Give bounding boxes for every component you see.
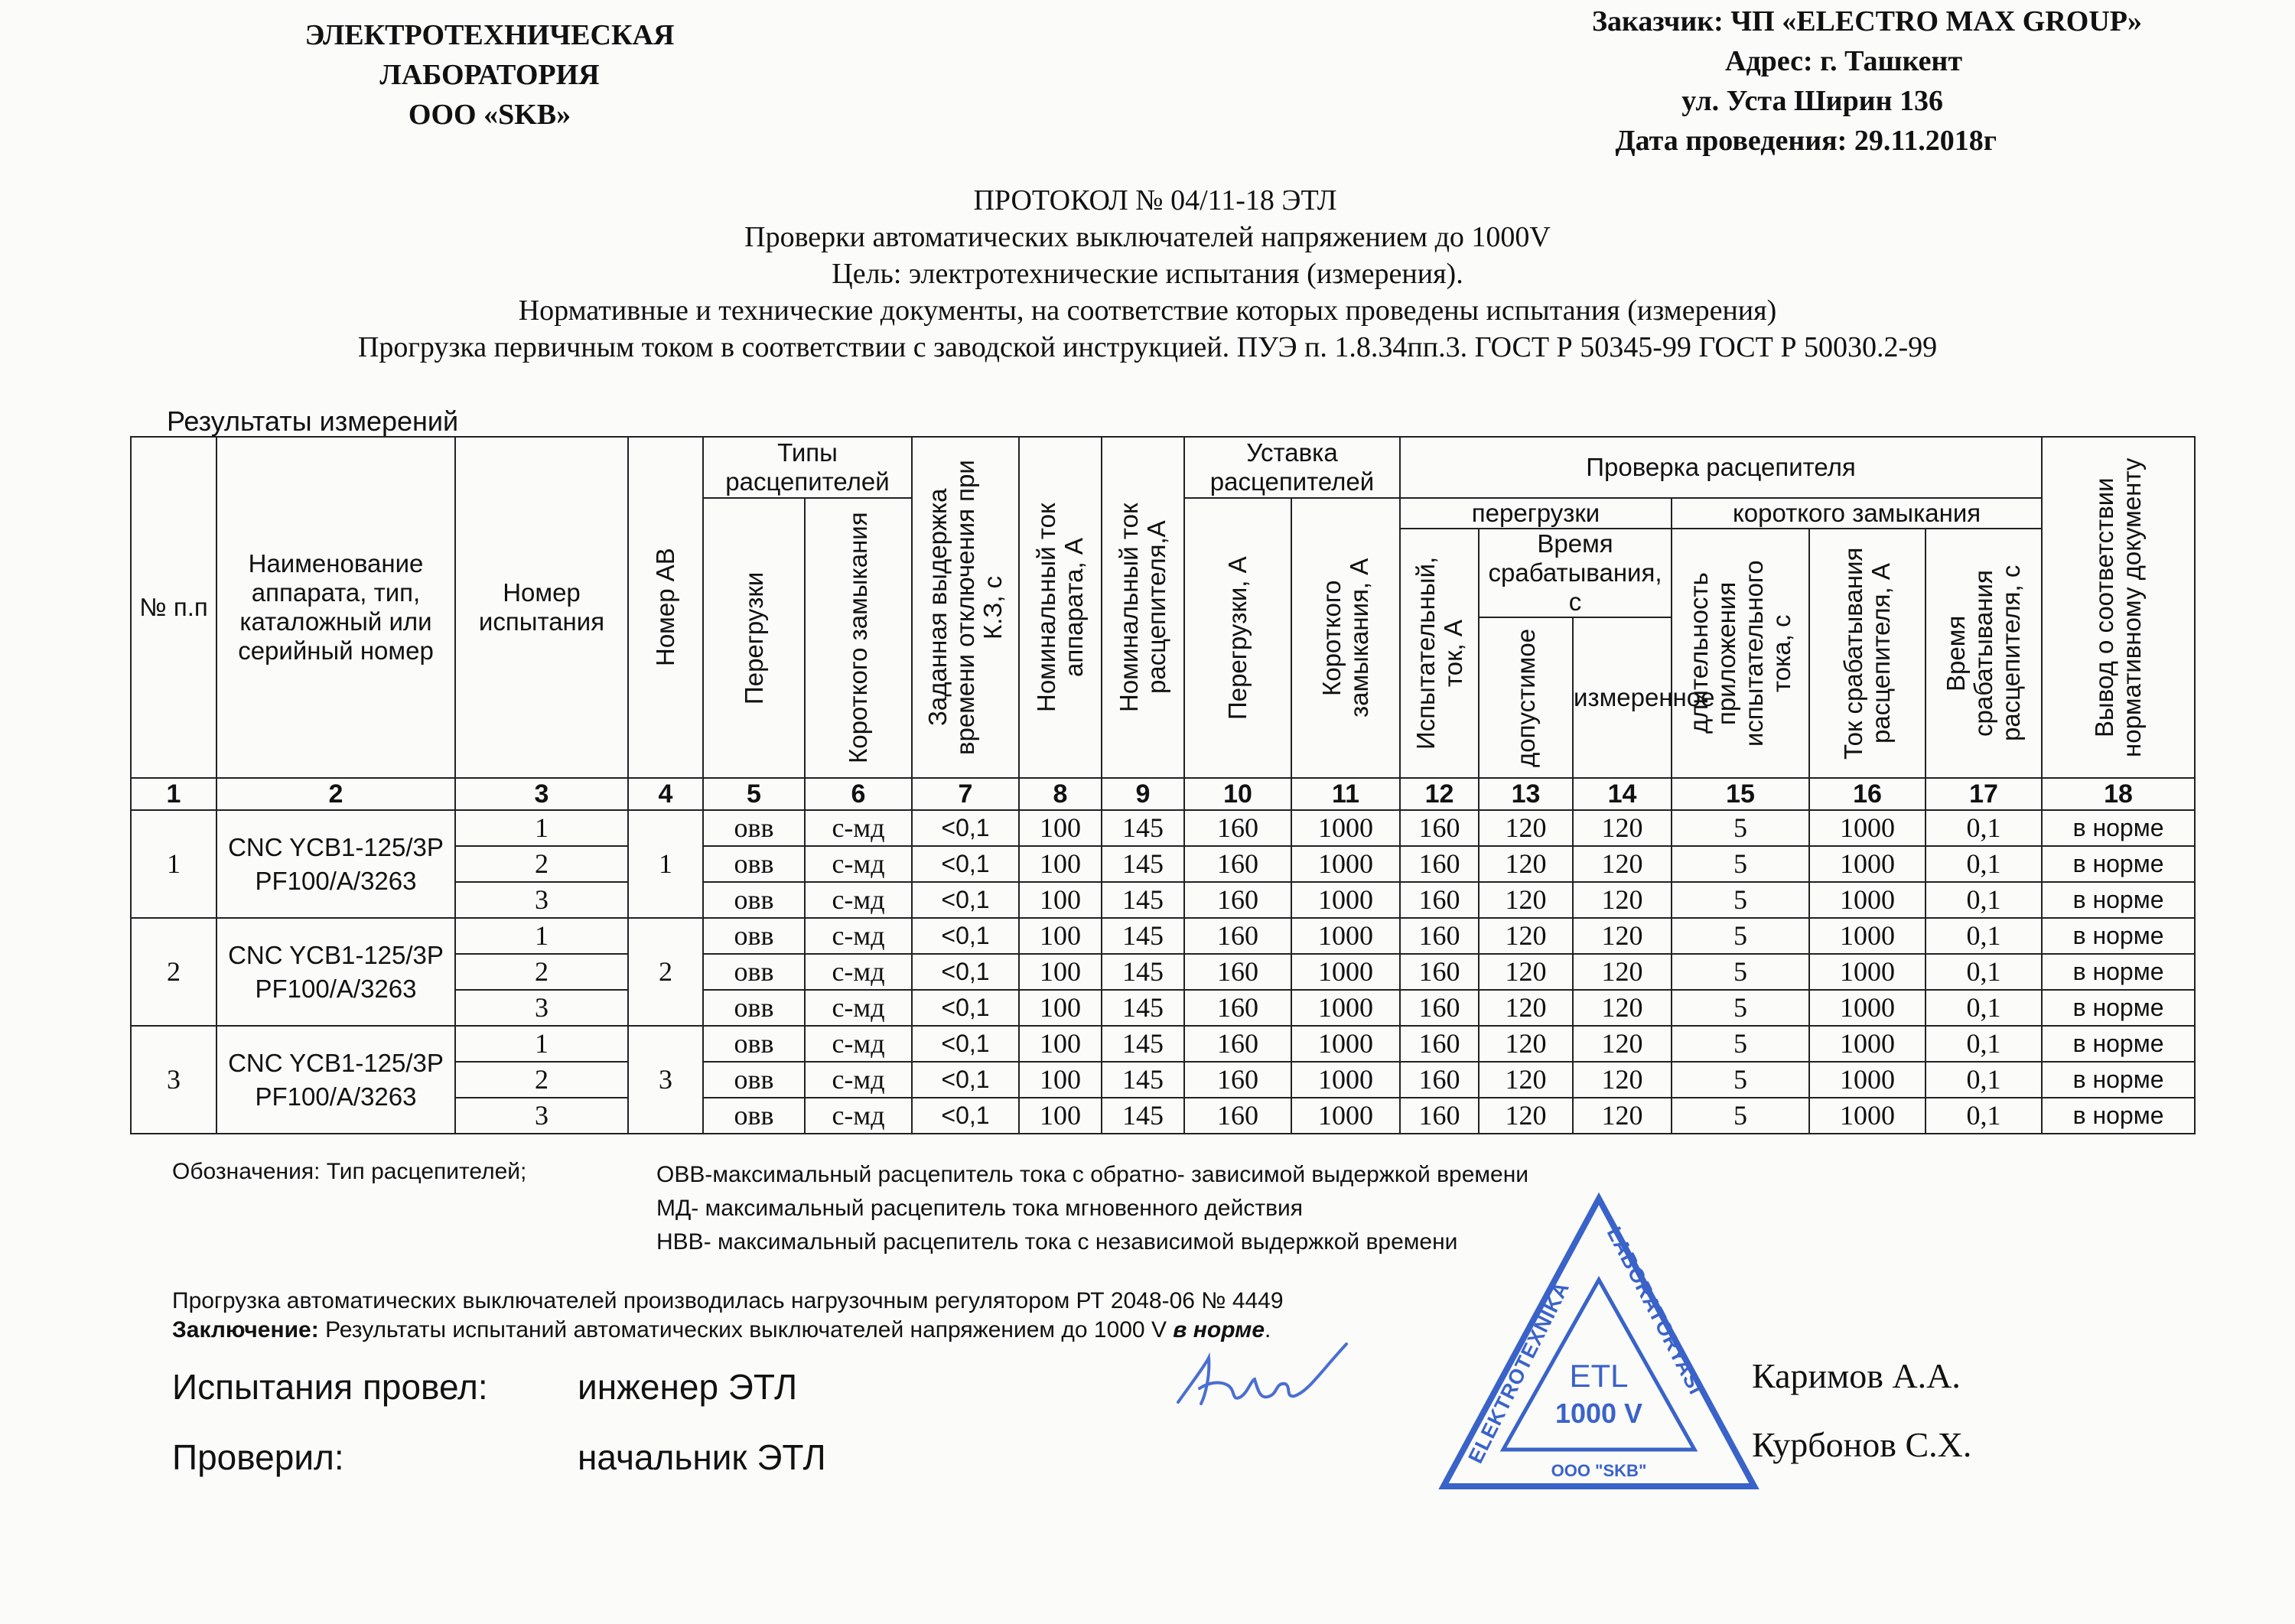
customer-name: Заказчик: ЧП «ELECTRO MAX GROUP»	[1592, 5, 2142, 37]
table-cell: 0,1	[1926, 990, 2042, 1026]
table-cell: 0,1	[1926, 1026, 2042, 1062]
table-cell: в норме	[2042, 954, 2195, 990]
table-cell: 145	[1102, 846, 1184, 882]
col-number: 1	[131, 778, 216, 810]
conclusion-verdict: в норме	[1173, 1317, 1265, 1342]
row-number: 3	[131, 1026, 216, 1134]
table-cell: <0,1	[912, 918, 1019, 954]
table-cell: 145	[1102, 954, 1184, 990]
table-cell: с-мд	[805, 1098, 912, 1134]
table-cell: 1000	[1809, 990, 1926, 1026]
checked-by-name: Курбонов С.Х.	[1752, 1425, 1972, 1464]
table-cell: овв	[703, 846, 805, 882]
table-cell: 160	[1184, 1026, 1291, 1062]
header-check-short: короткого замыкания	[1672, 498, 2042, 529]
table-cell: 1000	[1291, 1098, 1400, 1134]
col-number: 12	[1400, 778, 1479, 810]
protocol-standards: Прогрузка первичным током в соответствии с заводской инструкцией. ПУЭ п. 1.8.34пп.3. ГОСТ Р 50345-99 ГОСТ Р 50030.2-99	[357, 331, 1938, 363]
load-note-block	[172, 1287, 1284, 1345]
protocol-docs: Нормативные и технические документы, на соответствие которых проведены испытания (измерения)	[518, 295, 1777, 327]
table-cell: 160	[1400, 1098, 1479, 1134]
table-row	[131, 918, 2195, 954]
table-cell: с-мд	[805, 882, 912, 918]
breaker-number: 3	[628, 1026, 703, 1134]
measurements-table	[130, 436, 2196, 1134]
col-number: 3	[455, 778, 628, 810]
header-setting-overload	[1184, 498, 1291, 778]
table-cell: в норме	[2042, 918, 2195, 954]
conclusion	[172, 1316, 1284, 1345]
customer-address: Адрес: г. Ташкент	[1725, 45, 1962, 77]
table-cell: овв	[703, 882, 805, 918]
header-nom-rel	[1102, 437, 1184, 778]
table-cell: 120	[1573, 882, 1672, 918]
col-number: 13	[1479, 778, 1573, 810]
table-cell: 145	[1102, 882, 1184, 918]
col-number: 4	[628, 778, 703, 810]
legend-item-ovv: ОВВ-максимальный расцепитель тока с обратно- зависимой выдержкой времени	[656, 1162, 1529, 1187]
protocol-subtitle: Проверки автоматических выключателей напряжением до 1000V	[744, 221, 1551, 253]
table-cell: 120	[1479, 1026, 1573, 1062]
table-cell: 145	[1102, 1062, 1184, 1098]
header-ab-no	[628, 437, 703, 778]
header-check-overload: перегрузки	[1400, 498, 1672, 529]
table-cell: 120	[1573, 1098, 1672, 1134]
table-cell: <0,1	[912, 954, 1019, 990]
table-cell: 100	[1019, 1098, 1102, 1134]
legend-item-nvv: НВВ- максимальный расцепитель тока с независимой выдержкой времени	[656, 1229, 1458, 1255]
header-test-current-text: Испытательный, ток, А	[1411, 556, 1467, 750]
table-cell: <0,1	[912, 846, 1019, 882]
table-cell: овв	[703, 918, 805, 954]
table-cell: с-мд	[805, 990, 912, 1026]
col-number: 17	[1926, 778, 2042, 810]
lab-header	[260, 15, 719, 135]
header-setting-overload-text: Перегрузки, А	[1223, 556, 1252, 720]
load-note: Прогрузка автоматических выключателей производилась нагрузочным регулятором РТ 2048-06 № 4449	[172, 1288, 1284, 1313]
table-cell: 1000	[1291, 882, 1400, 918]
header-types-overload-text: Перегрузки	[739, 571, 768, 705]
protocol-title-block	[0, 182, 2295, 366]
lab-line-2: ЛАБОРАТОРИЯ	[379, 59, 600, 91]
table-cell: 100	[1019, 810, 1102, 846]
table-cell: 1000	[1809, 846, 1926, 882]
header-trip-time-text: Время срабатывания расцепителя, с	[1942, 565, 2026, 742]
table-cell: 0,1	[1926, 846, 2042, 882]
checked-by-label: Проверил:	[172, 1437, 344, 1477]
header-trip-time	[1926, 529, 2042, 778]
header-test-no: Номер испытания	[455, 437, 628, 778]
lab-line-1: ЭЛЕКТРОТЕХНИЧЕСКАЯ	[304, 19, 675, 51]
table-cell: 120	[1479, 882, 1573, 918]
header-setting-short	[1291, 498, 1400, 778]
table-cell: 160	[1400, 882, 1479, 918]
table-cell: 120	[1573, 954, 1672, 990]
table-cell: овв	[703, 1062, 805, 1098]
table-cell: 1000	[1291, 1026, 1400, 1062]
table-cell: <0,1	[912, 1062, 1019, 1098]
test-number: 2	[455, 846, 628, 882]
table-cell: <0,1	[912, 1098, 1019, 1134]
header-types-short	[805, 498, 912, 778]
etl-stamp	[1434, 1190, 1763, 1495]
row-number: 2	[131, 918, 216, 1026]
table-cell: 120	[1479, 846, 1573, 882]
conclusion-end: .	[1265, 1317, 1271, 1342]
table-cell: 0,1	[1926, 1062, 2042, 1098]
table-cell: 120	[1573, 990, 1672, 1026]
stamp-text-right: LABORATORYASI	[1602, 1222, 1708, 1399]
table-cell: <0,1	[912, 810, 1019, 846]
checked-by-role: начальник ЭТЛ	[578, 1437, 826, 1477]
table-cell: 100	[1019, 954, 1102, 990]
table-cell: 160	[1400, 990, 1479, 1026]
table-cell: 100	[1019, 990, 1102, 1026]
table-cell: с-мд	[805, 918, 912, 954]
table-cell: 120	[1573, 1062, 1672, 1098]
header-allowed-text: допустимое	[1511, 628, 1540, 767]
table-cell: в норме	[2042, 1062, 2195, 1098]
test-number: 2	[455, 954, 628, 990]
test-number: 1	[455, 810, 628, 846]
table-cell: <0,1	[912, 990, 1019, 1026]
legend-item-md: МД- максимальный расцепитель тока мгновенного действия	[656, 1196, 1304, 1221]
test-number: 1	[455, 1026, 628, 1062]
tested-by-label: Испытания провел:	[172, 1367, 488, 1407]
table-cell: 100	[1019, 918, 1102, 954]
header-test-current	[1400, 529, 1479, 778]
table-cell: овв	[703, 1026, 805, 1062]
header-types-short-text: Короткого замыкания	[844, 512, 872, 764]
test-number: 2	[455, 1062, 628, 1098]
table-cell: <0,1	[912, 882, 1019, 918]
col-number: 5	[703, 778, 805, 810]
table-cell: 145	[1102, 1026, 1184, 1062]
header-duration	[1672, 529, 1809, 778]
table-cell: овв	[703, 954, 805, 990]
signature-scribble	[1163, 1335, 1354, 1419]
customer-header	[1454, 2, 2142, 161]
stamp-text-left: ELEKTROTEXNIKA	[1463, 1277, 1574, 1467]
table-cell: 145	[1102, 918, 1184, 954]
protocol-goal: Цель: электротехнические испытания (измерения).	[832, 258, 1463, 290]
test-date: Дата проведения: 29.11.2018г	[1615, 125, 1997, 157]
header-setting: Уставка расцепителей	[1184, 437, 1400, 498]
table-cell: 120	[1479, 990, 1573, 1026]
table-cell: 5	[1672, 990, 1809, 1026]
legend-items	[656, 1158, 1528, 1259]
table-cell: 1000	[1291, 954, 1400, 990]
table-cell: 1000	[1809, 882, 1926, 918]
header-check: Проверка расцепителя	[1400, 437, 2042, 498]
table-row	[131, 810, 2195, 846]
header-conclusion	[2042, 437, 2195, 778]
table-cell: 120	[1573, 918, 1672, 954]
table-cell: 1000	[1291, 990, 1400, 1026]
table-cell: 100	[1019, 1026, 1102, 1062]
col-number: 9	[1102, 778, 1184, 810]
row-number: 1	[131, 810, 216, 918]
stamp-etl: ETL	[1569, 1358, 1629, 1394]
table-cell: 160	[1400, 918, 1479, 954]
table-row	[131, 1026, 2195, 1062]
table-cell: 5	[1672, 846, 1809, 882]
col-number: 8	[1019, 778, 1102, 810]
table-cell: 120	[1573, 1026, 1672, 1062]
header-nom-dev-text: Номинальный ток аппарата, А	[1032, 503, 1088, 712]
header-trip-current-text: Ток срабатывания расцепителя, А	[1839, 547, 1896, 760]
col-number: 18	[2042, 778, 2195, 810]
table-cell: в норме	[2042, 1098, 2195, 1134]
table-cell: 5	[1672, 1098, 1809, 1134]
table-cell: 160	[1400, 846, 1479, 882]
table-cell: 5	[1672, 1062, 1809, 1098]
col-number: 6	[805, 778, 912, 810]
table-cell: 0,1	[1926, 882, 2042, 918]
table-cell: 1000	[1291, 846, 1400, 882]
table-cell: 120	[1573, 810, 1672, 846]
header-measured: измеренное	[1573, 617, 1672, 778]
table-cell: с-мд	[805, 810, 912, 846]
table-cell: 5	[1672, 810, 1809, 846]
header-conclusion-text: Вывод о соответствии нормативному документу	[2090, 457, 2147, 757]
table-cell: с-мд	[805, 954, 912, 990]
col-number: 15	[1672, 778, 1809, 810]
table-cell: 5	[1672, 882, 1809, 918]
table-cell: 160	[1184, 918, 1291, 954]
header-delay	[912, 437, 1019, 778]
table-cell: 1000	[1809, 1026, 1926, 1062]
col-number: 11	[1291, 778, 1400, 810]
header-name: Наименование аппарата, тип, каталожный или серийный номер	[216, 437, 455, 778]
table-cell: 1000	[1291, 810, 1400, 846]
col-number: 10	[1184, 778, 1291, 810]
header-setting-short-text: Короткого замыкания, А	[1317, 558, 1373, 718]
table-cell: овв	[703, 990, 805, 1026]
table-cell: 1000	[1809, 954, 1926, 990]
header-resp-time: Время срабатывания, с	[1479, 529, 1672, 617]
table-cell: с-мд	[805, 846, 912, 882]
table-cell: с-мд	[805, 1062, 912, 1098]
column-numbers-row	[131, 778, 2195, 810]
svg-text:ELEKTROTEXNIKA	[1464, 1277, 1574, 1466]
table-cell: 0,1	[1926, 810, 2042, 846]
table-cell: в норме	[2042, 1026, 2195, 1062]
table-cell: 120	[1479, 1062, 1573, 1098]
table-cell: с-мд	[805, 1026, 912, 1062]
header-duration-text: длительность приложения испытательного тока, с	[1685, 560, 1796, 747]
table-cell: 160	[1400, 1026, 1479, 1062]
table-cell: 5	[1672, 918, 1809, 954]
table-cell: 160	[1184, 810, 1291, 846]
table-cell: 0,1	[1926, 954, 2042, 990]
table-cell: 160	[1184, 1062, 1291, 1098]
header-num: № п.п	[131, 437, 216, 778]
table-cell: в норме	[2042, 990, 2195, 1026]
header-types: Типы расцепителей	[703, 437, 912, 498]
table-cell: 0,1	[1926, 1098, 2042, 1134]
table-cell: в норме	[2042, 882, 2195, 918]
table-cell: 160	[1184, 846, 1291, 882]
col-number: 7	[912, 778, 1019, 810]
table-cell: 1000	[1809, 810, 1926, 846]
test-number: 1	[455, 918, 628, 954]
table-cell: 160	[1400, 810, 1479, 846]
header-delay-text: Заданная выдержка времени отключения при К.З, с	[923, 460, 1007, 755]
table-cell: 1000	[1291, 918, 1400, 954]
col-number: 16	[1809, 778, 1926, 810]
table-cell: 120	[1479, 810, 1573, 846]
tested-by-name: Каримов А.А.	[1752, 1356, 1961, 1395]
table-cell: в норме	[2042, 846, 2195, 882]
table-cell: 160	[1184, 990, 1291, 1026]
header-nom-dev	[1019, 437, 1102, 778]
table-cell: 160	[1400, 1062, 1479, 1098]
breaker-number: 1	[628, 810, 703, 918]
table-cell: 160	[1400, 954, 1479, 990]
results-label: Результаты измерений	[167, 405, 459, 437]
conclusion-label: Заключение:	[172, 1317, 319, 1342]
lab-line-3: ООО «SKB»	[408, 99, 571, 131]
table-cell: 160	[1184, 882, 1291, 918]
legend-label: Обозначения: Тип расцепителей;	[172, 1159, 527, 1184]
table-cell: овв	[703, 810, 805, 846]
customer-street: ул. Уста Ширин 136	[1681, 85, 1943, 117]
table-cell: 5	[1672, 1026, 1809, 1062]
device-name: CNC YCB1-125/3P PF100/A/3263	[216, 1026, 455, 1134]
test-number: 3	[455, 1098, 628, 1134]
test-number: 3	[455, 882, 628, 918]
header-allowed	[1479, 617, 1573, 778]
device-name: CNC YCB1-125/3P PF100/A/3263	[216, 810, 455, 918]
table-cell: 145	[1102, 990, 1184, 1026]
table-cell: 145	[1102, 810, 1184, 846]
header-ab-no-text: Номер АВ	[651, 548, 679, 667]
table-cell: 1000	[1291, 1062, 1400, 1098]
breaker-number: 2	[628, 918, 703, 1026]
table-cell: 1000	[1809, 1098, 1926, 1134]
table-cell: 160	[1184, 1098, 1291, 1134]
table-cell: 120	[1479, 918, 1573, 954]
table-cell: 5	[1672, 954, 1809, 990]
col-number: 14	[1573, 778, 1672, 810]
test-number: 3	[455, 990, 628, 1026]
table-cell: 120	[1479, 954, 1573, 990]
conclusion-text: Результаты испытаний автоматических выключателей напряжением до 1000 V	[318, 1317, 1174, 1342]
table-cell: 100	[1019, 1062, 1102, 1098]
protocol-title: ПРОТОКОЛ № 04/11-18 ЭТЛ	[973, 184, 1337, 216]
stamp-voltage: 1000 V	[1554, 1398, 1643, 1429]
table-cell: 1000	[1809, 918, 1926, 954]
header-types-overload	[703, 498, 805, 778]
stamp-bottom: ООО "SKB"	[1551, 1461, 1647, 1480]
tested-by-role: инженер ЭТЛ	[578, 1367, 798, 1407]
table-cell: <0,1	[912, 1026, 1019, 1062]
header-nom-rel-text: Номинальный ток расцепителя,А	[1115, 503, 1170, 712]
table-cell: 120	[1573, 846, 1672, 882]
table-cell: 120	[1479, 1098, 1573, 1134]
table-cell: овв	[703, 1098, 805, 1134]
header-trip-current	[1809, 529, 1926, 778]
table-cell: 145	[1102, 1098, 1184, 1134]
col-number: 2	[216, 778, 455, 810]
table-cell: 0,1	[1926, 918, 2042, 954]
device-name: CNC YCB1-125/3P PF100/A/3263	[216, 918, 455, 1026]
table-cell: 100	[1019, 846, 1102, 882]
table-cell: 160	[1184, 954, 1291, 990]
table-cell: 100	[1019, 882, 1102, 918]
table-cell: 1000	[1809, 1062, 1926, 1098]
table-cell: в норме	[2042, 810, 2195, 846]
